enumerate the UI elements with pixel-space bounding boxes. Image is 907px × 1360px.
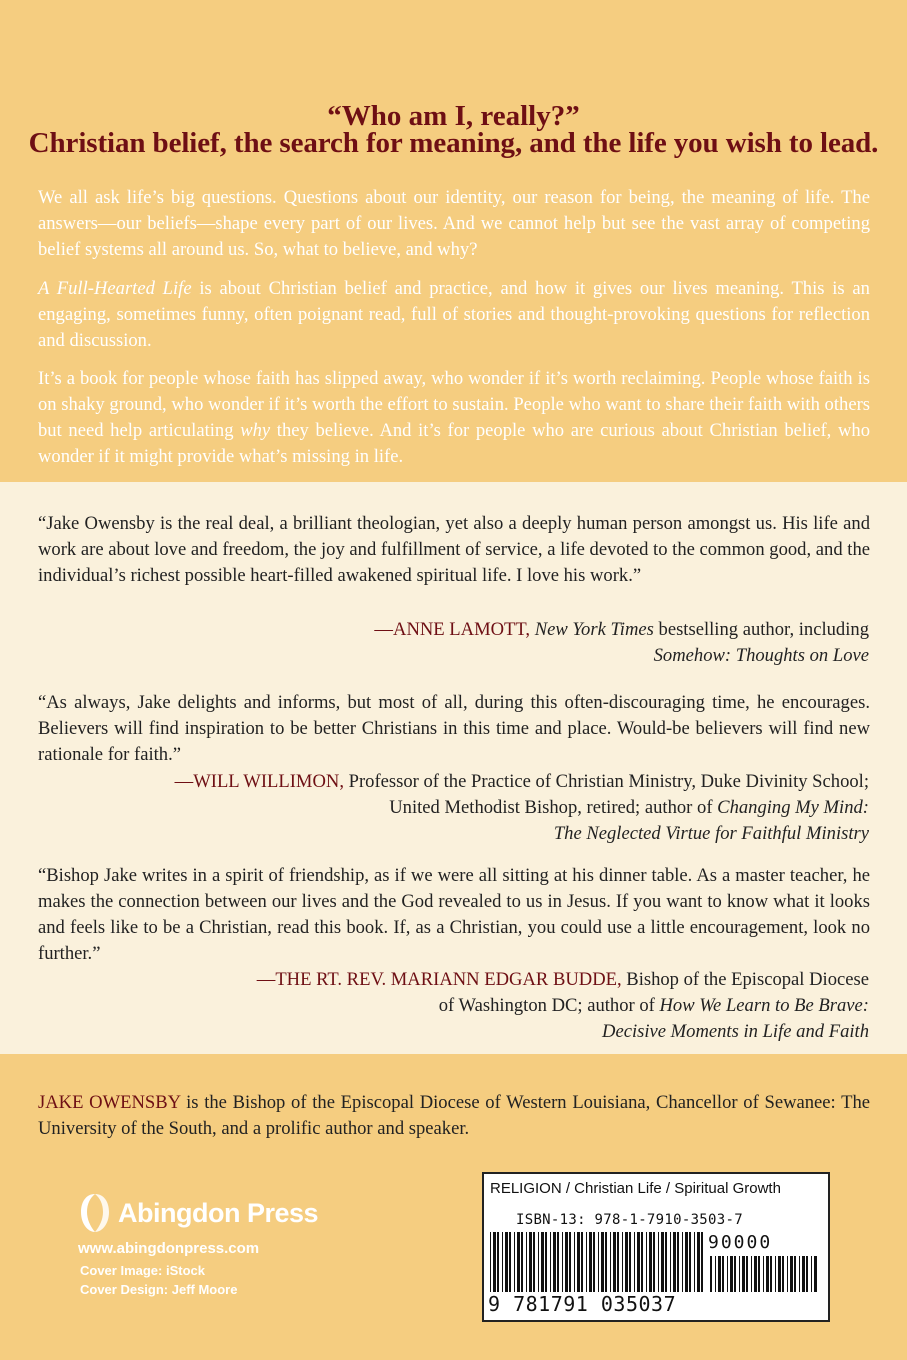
barcode-bar [617, 1232, 619, 1292]
barcode-bar [799, 1256, 800, 1292]
barcode-bar [758, 1256, 760, 1292]
barcode-bar [622, 1232, 623, 1292]
barcode-bar [637, 1232, 640, 1292]
barcode-bars [490, 1232, 706, 1292]
barcode-bar [727, 1256, 728, 1292]
barcode-number: 9 781791 035037 [488, 1292, 677, 1316]
abingdon-logo-icon [78, 1192, 112, 1234]
endorsement-attribution-line2 [69, 795, 869, 821]
barcode-bar [613, 1232, 616, 1292]
barcode-bar [641, 1232, 643, 1292]
publisher-website[interactable]: www.abingdonpress.com [78, 1240, 260, 1257]
barcode-bar [665, 1232, 667, 1292]
barcode-bar [673, 1232, 676, 1292]
barcode-bar [715, 1256, 716, 1292]
barcode-bar [811, 1256, 812, 1292]
barcode-bar [541, 1232, 544, 1292]
barcode-bar [625, 1232, 628, 1292]
barcode-bar [670, 1232, 671, 1292]
barcode-bar [661, 1232, 664, 1292]
barcode-bar [634, 1232, 635, 1292]
barcode-bar [565, 1232, 568, 1292]
barcode-bar [545, 1232, 547, 1292]
barcode-bar [685, 1232, 688, 1292]
endorser-role: Professor of the Practice of Christian Ministry, Duke Divinity School; [343, 771, 869, 792]
author-bio-text: is the Bishop of the Episcopal Diocese of Western Louisiana, Chancellor of Sewanee: The University of the South, and a prolific author and speaker. [38, 1092, 870, 1139]
cover-design-credit: Cover Design: Jeff Moore [80, 1282, 238, 1297]
barcode-bar [746, 1256, 748, 1292]
barcode-bar [742, 1256, 745, 1292]
barcode-bar [505, 1232, 508, 1292]
barcode-bar [521, 1232, 523, 1292]
barcode-bar [526, 1232, 527, 1292]
endorser-book-title: Changing My Mind: [717, 797, 869, 818]
barcode-bar [601, 1232, 604, 1292]
barcode-bar [553, 1232, 556, 1292]
endorsement-quote: “Jake Owensby is the real deal, a brilliant theologian, yet also a deeply human person amongst us. His life and work are about love and freedom, the joy and fulfillment of service, a life devoted to the common good, and the individual’s richest possible heart-filled awakened spiritual life. I love his work.” [38, 513, 870, 586]
blurb-paragraph-3 [38, 366, 870, 470]
barcode-bar [589, 1232, 592, 1292]
barcode-bar [610, 1232, 611, 1292]
endorser-name: —ANNE LAMOTT, [374, 619, 531, 640]
barcode-bar [739, 1256, 740, 1292]
bisac-category: RELIGION / Christian Life / Spiritual Growth [490, 1180, 781, 1197]
barcode-bar [586, 1232, 587, 1292]
barcode-bar [770, 1256, 772, 1292]
barcode-bar [574, 1232, 575, 1292]
barcode-bar [689, 1232, 691, 1292]
blurb-paragraph-2-text: is about Christian belief and practice, and how it gives our lives meaning. This is an engaging, sometimes funny, often poignant read, full of stories and thought-provoking questions for reflection and discussion. [38, 278, 870, 351]
barcode-bar [710, 1256, 712, 1292]
endorser-role: Bishop of the Episcopal Diocese [621, 969, 869, 990]
barcode-bar [550, 1232, 551, 1292]
price-barcode-bars [710, 1256, 818, 1292]
isbn-label: ISBN-13: 978-1-7910-3503-7 [516, 1212, 743, 1228]
barcode-bar [529, 1232, 532, 1292]
barcode-bar [722, 1256, 724, 1292]
barcode-bar [790, 1256, 793, 1292]
barcode-bar [517, 1232, 520, 1292]
barcode-bar [581, 1232, 583, 1292]
barcode-bar [493, 1232, 496, 1292]
endorser-name: —WILL WILLIMON, [174, 771, 344, 792]
endorsement-book [69, 821, 869, 847]
endorser-book-subtitle: Decisive Moments in Life and Faith [602, 1021, 869, 1042]
barcode-bar [682, 1232, 683, 1292]
barcode-bar [598, 1232, 599, 1292]
barcode-bar [569, 1232, 571, 1292]
endorser-name: —THE RT. REV. MARIANN EDGAR BUDDE, [256, 969, 622, 990]
barcode-bar [557, 1232, 559, 1292]
price-code: 90000 [708, 1232, 773, 1253]
barcode-bar [794, 1256, 796, 1292]
headline-question: “Who am I, really?” [327, 100, 580, 132]
endorser-role-line2: of Washington DC; author of [438, 995, 660, 1016]
endorser-book-subtitle: The Neglected Virtue for Faithful Ministry [553, 823, 869, 844]
barcode-bar [562, 1232, 563, 1292]
barcode-bar [697, 1232, 700, 1292]
endorsement-attribution [69, 617, 869, 643]
barcode-bar [718, 1256, 721, 1292]
barcode-bar [646, 1232, 647, 1292]
endorser-role: bestselling author, including [653, 619, 869, 640]
endorser-book-title: How We Learn to Be Brave: [659, 995, 869, 1016]
book-title: A Full-Hearted Life [38, 278, 192, 299]
barcode-bar [490, 1232, 491, 1292]
endorsement-book [69, 1019, 869, 1045]
blurb-paragraph-3-emphasis: why [240, 420, 271, 441]
barcode-bar [629, 1232, 631, 1292]
endorsement-attribution [69, 769, 869, 795]
barcode-bar [734, 1256, 736, 1292]
barcode-bar [814, 1256, 817, 1292]
barcode-bar [766, 1256, 769, 1292]
barcode-bar [775, 1256, 776, 1292]
barcode-bar [701, 1232, 703, 1292]
barcode-bar [694, 1232, 695, 1292]
blurb-paragraph-1: We all ask life’s big questions. Questions about our identity, our reason for being, the meaning of life. The answers—our beliefs—shape every part of our lives. And we cannot help but see the vast array of competing belief systems all around us. So, what to believe, and why? [38, 187, 870, 260]
barcode-bar [751, 1256, 752, 1292]
endorsement-quote: “As always, Jake delights and informs, but most of all, during this often-discouraging time, he encourages. Believers will find inspiration to be better Christians in this time and place. Would-be believers will find new rationale for faith.” [38, 692, 870, 765]
barcode-bar [806, 1256, 808, 1292]
cover-image-credit: Cover Image: iStock [80, 1263, 205, 1278]
blurb-paragraph-3-text-b: they believe. And it’s for people who are curious about Christian belief, who wonder if it might provide what’s missing in life. [38, 420, 870, 467]
headline-subtitle: Christian belief, the search for meaning, and the life you wish to lead. [28, 127, 879, 159]
endorsement-quote: “Bishop Jake writes in a spirit of friendship, as if we were all sitting at his dinner table. As a master teacher, he makes the connection between our lives and the God revealed to us in Jesus. If you want to know what it looks and feels like to be a Christian, read this book. If, as a Christian, you could use a little encouragement, look no further.” [38, 865, 870, 964]
endorser-book-title: Somehow: Thoughts on Love [653, 645, 869, 666]
endorser-role-line2: United Methodist Bishop, retired; author of [389, 797, 718, 818]
barcode-bar [754, 1256, 757, 1292]
barcode-bar [509, 1232, 511, 1292]
endorser-role-emphasis: New York Times [534, 619, 654, 640]
barcode-bar [787, 1256, 788, 1292]
blurb-paragraph-3-text-a: It’s a book for people whose faith has slipped away, who wonder if it’s worth reclaiming. People whose faith is on shaky ground, who wonder if it’s worth the effort to sustain. People who want to share their faith with others but need help articulating [38, 368, 870, 441]
barcode-bar [677, 1232, 679, 1292]
endorsement-attribution [69, 967, 869, 993]
endorsement-attribution-line2 [69, 993, 869, 1019]
barcode-bar [497, 1232, 499, 1292]
endorsement-book [69, 643, 869, 669]
barcode-bar [730, 1256, 733, 1292]
barcode-bar [538, 1232, 539, 1292]
publisher-name: Abingdon Press [118, 1198, 319, 1228]
barcode-box [482, 1172, 830, 1322]
blurb-paragraph-2 [38, 276, 870, 354]
barcode-bar [649, 1232, 652, 1292]
barcode-bar [782, 1256, 784, 1292]
barcode-bar [763, 1256, 764, 1292]
barcode-bar [802, 1256, 805, 1292]
barcode-bar [533, 1232, 535, 1292]
barcode-bar [593, 1232, 595, 1292]
barcode-bar [778, 1256, 781, 1292]
author-bio [38, 1090, 870, 1142]
barcode-bar [653, 1232, 655, 1292]
barcode-bar [514, 1232, 515, 1292]
author-name: JAKE OWENSBY [38, 1092, 181, 1113]
barcode-bar [658, 1232, 659, 1292]
barcode-bar [577, 1232, 580, 1292]
barcode-bar [605, 1232, 607, 1292]
barcode-bar [502, 1232, 503, 1292]
